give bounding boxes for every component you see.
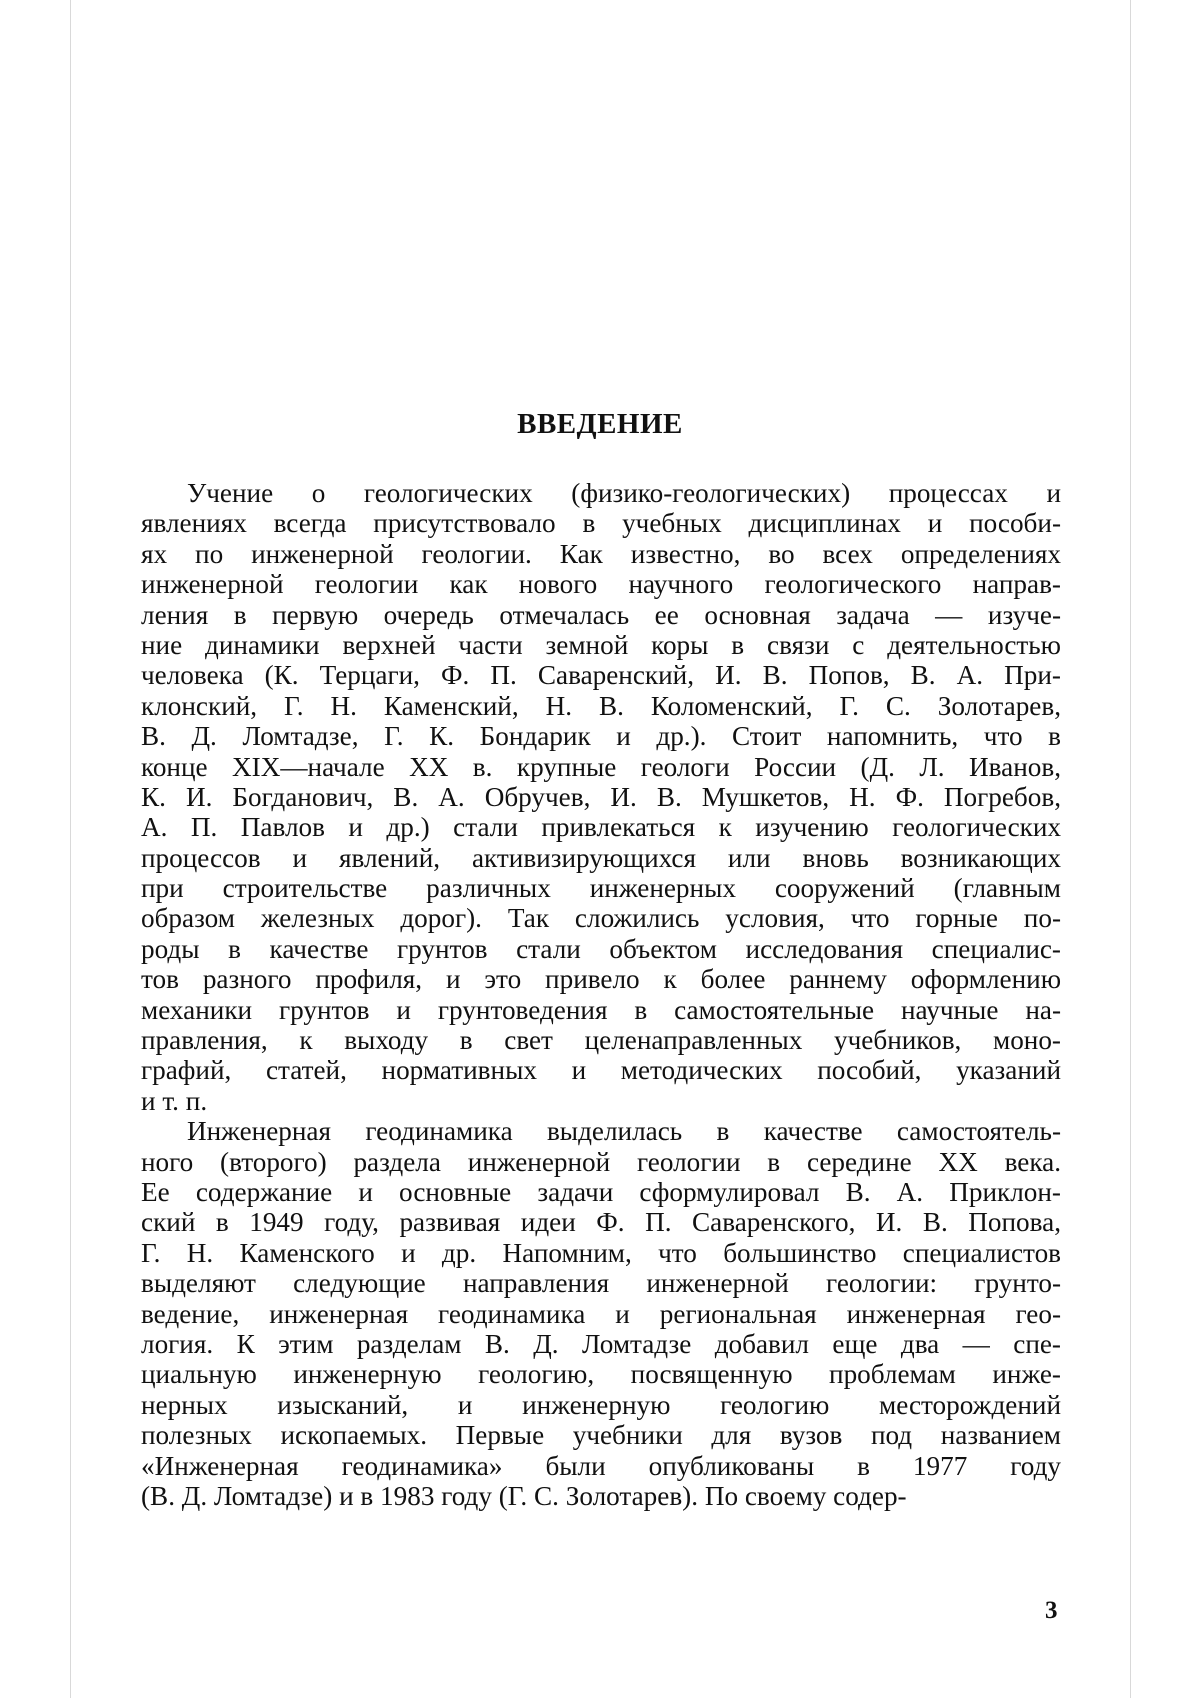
- page-edge-left: [70, 0, 71, 1698]
- text-line: ления в первую очередь отмечалась ее основная задача — изуче-: [141, 600, 1061, 630]
- text-line: правления, к выходу в свет целенаправленных учебников, моно-: [141, 1025, 1061, 1055]
- text-line: Г. Н. Каменского и др. Напомним, что большинство специалистов: [141, 1238, 1061, 1268]
- text-line: полезных ископаемых. Первые учебники для вузов под названием: [141, 1420, 1061, 1450]
- text-line: К. И. Богданович, В. А. Обручев, И. В. Мушкетов, Н. Ф. Погребов,: [141, 782, 1061, 812]
- text-line: «Инженерная геодинамика» были опубликованы в 1977 году: [141, 1451, 1061, 1481]
- text-line: логия. К этим разделам В. Д. Ломтадзе добавил еще два — спе-: [141, 1329, 1061, 1359]
- text-line: ский в 1949 году, развивая идеи Ф. П. Саваренского, И. В. Попова,: [141, 1207, 1061, 1237]
- text-line: клонский, Г. Н. Каменский, Н. В. Коломенский, Г. С. Золотарев,: [141, 691, 1061, 721]
- text-line: роды в качестве грунтов стали объектом исследования специалис-: [141, 934, 1061, 964]
- text-line: ях по инженерной геологии. Как известно, во всех определениях: [141, 539, 1061, 569]
- text-line: ние динамики верхней части земной коры в связи с деятельностью: [141, 630, 1061, 660]
- text-line: инженерной геологии как нового научного геологического направ-: [141, 569, 1061, 599]
- text-line: выделяют следующие направления инженерной геологии: грунто-: [141, 1268, 1061, 1298]
- text-line: явлениях всегда присутствовало в учебных дисциплинах и пособи-: [141, 508, 1061, 538]
- text-line: конце XIX—начале XX в. крупные геологи России (Д. Л. Иванов,: [141, 752, 1061, 782]
- text-line: и т. п.: [141, 1086, 1061, 1116]
- text-line: процессов и явлений, активизирующихся или вновь возникающих: [141, 843, 1061, 873]
- text-line: ного (второго) раздела инженерной геологии в середине XX века.: [141, 1147, 1061, 1177]
- text-line: ведение, инженерная геодинамика и региональная инженерная гео-: [141, 1299, 1061, 1329]
- text-line: В. Д. Ломтадзе, Г. К. Бондарик и др.). Стоит напомнить, что в: [141, 721, 1061, 751]
- text-line: графий, статей, нормативных и методических пособий, указаний: [141, 1055, 1061, 1085]
- text-line: Инженерная геодинамика выделилась в качестве самостоятель-: [141, 1116, 1061, 1146]
- text-line: (В. Д. Ломтадзе) и в 1983 году (Г. С. Золотарев). По своему содер-: [141, 1481, 1061, 1511]
- text-line: Ее содержание и основные задачи сформулировал В. А. Приклон-: [141, 1177, 1061, 1207]
- paragraph-1: [141, 478, 1061, 1116]
- text-line: механики грунтов и грунтоведения в самостоятельные научные на-: [141, 995, 1061, 1025]
- text-line: А. П. Павлов и др.) стали привлекаться к изучению геологических: [141, 812, 1061, 842]
- page-number: 3: [1045, 1597, 1058, 1625]
- text-line: циальную инженерную геологию, посвященную проблемам инже-: [141, 1359, 1061, 1389]
- text-line: тов разного профиля, и это привело к более раннему оформлению: [141, 964, 1061, 994]
- paragraph-2: [141, 1116, 1061, 1511]
- text-line: при строительстве различных инженерных сооружений (главным: [141, 873, 1061, 903]
- body-text: [141, 478, 1061, 1511]
- page-edge-right: [1130, 0, 1131, 1698]
- text-line: Учение о геологических (физико-геологических) процессах и: [141, 478, 1061, 508]
- text-line: образом железных дорог). Так сложились условия, что горные по-: [141, 903, 1061, 933]
- text-line: нерных изысканий, и инженерную геологию месторождений: [141, 1390, 1061, 1420]
- text-line: человека (К. Терцаги, Ф. П. Саваренский, И. В. Попов, В. А. При-: [141, 660, 1061, 690]
- page-title: ВВЕДЕНИЕ: [0, 408, 1200, 441]
